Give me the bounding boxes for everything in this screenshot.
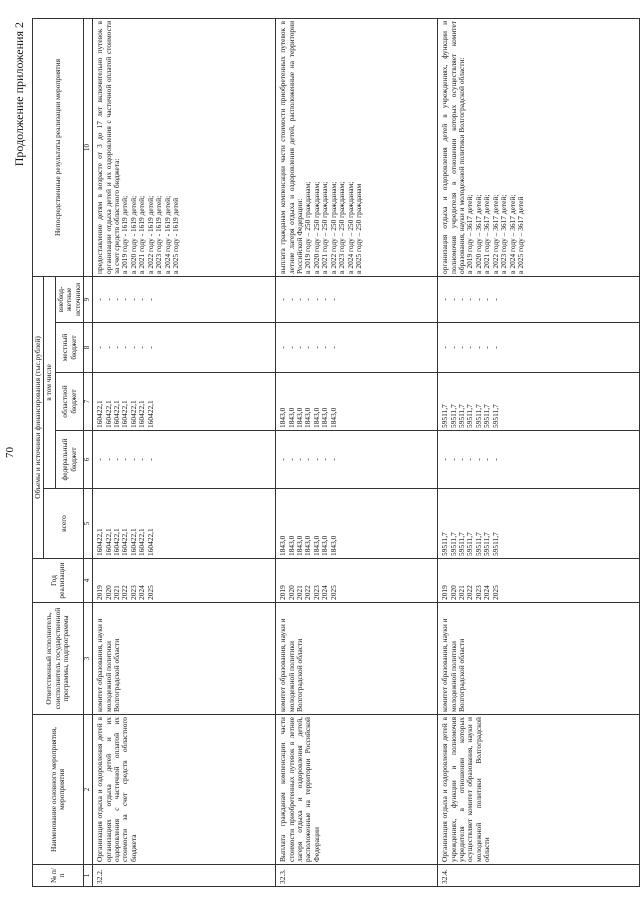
header-year: Год реализации [33,559,84,603]
federal-value: - [440,458,450,461]
row-number: 32.3. [276,865,438,887]
continuation-title: Продолжение приложения 2 [12,22,26,167]
federal-value-cell [276,431,438,489]
year: 2023 [128,585,138,600]
column-number: 3 [84,603,93,715]
extrabudget-value: - [286,298,296,301]
year: 2023 [311,585,321,600]
regional-value-cell [93,373,276,431]
federal-value: - [320,458,330,461]
total-value: 59511,7 [482,532,492,556]
local-value: - [482,346,492,349]
year-cell [93,559,276,603]
federal-value: - [137,458,147,461]
year: 2022 [120,585,130,600]
total-value-cell [276,489,438,559]
extrabudget-value: - [145,298,155,301]
result-intro: предоставление детям в возрасте от 3 до 17 лет включительно путевок в организации отдыха детей и их оздоровления с частичной оплатой стоимости за счет средств областного бюджета: [95,20,122,274]
header-financing: Объемы и источники финансирования (тыс.рублей) [33,276,44,558]
extrabudget-value: - [457,298,467,301]
result-line: в 2019 году – 250 гражданам; [303,181,313,274]
local-value: - [137,346,147,349]
total-value: 160422,1 [145,528,155,556]
regional-value-cell [438,373,640,431]
table-body [93,18,640,886]
local-value-cell [438,323,640,373]
executor: комитет образования, науки и молодежной политики Волгоградской области [438,603,640,715]
header-name: Наименование основного мероприятия, мероприятия [33,715,84,865]
federal-value: - [120,458,130,461]
regional-value: 59511,7 [457,404,467,428]
regional-value: 160422,1 [95,400,105,428]
extrabudget-value: - [103,298,113,301]
header-extrabudget: внебюд-жетные источники [55,276,83,322]
total-value: 160422,1 [137,528,147,556]
federal-value: - [95,458,105,461]
measure-name: Организация отдыха и оздоровления детей в организациях отдыха детей и их оздоровления с частичной оплатой их стоимости за счет средств областного бюджета [93,715,276,865]
regional-value: 160422,1 [112,400,122,428]
local-value: - [286,346,296,349]
local-value: - [103,346,113,349]
federal-value-cell [93,431,276,489]
extrabudget-value: - [120,298,130,301]
regional-value: 59511,7 [473,404,483,428]
header-local: местный бюджет [55,323,83,373]
result-line: в 2022 году - 1619 детей; [145,195,155,274]
column-number: 6 [84,431,93,489]
year: 2024 [482,585,492,600]
result-intro: выплата гражданам компенсации части стоимости приобретенных путевок в летние лагеря отдыха и оздоровления детей, расположенные на территории Российской Федерации: [278,20,305,274]
year: 2019 [440,585,450,600]
extrabudget-value: - [328,298,338,301]
local-value: - [120,346,130,349]
extrabudget-value-cell [93,276,276,322]
regional-value: 59511,7 [440,404,450,428]
federal-value: - [328,458,338,461]
total-value: 160422,1 [120,528,130,556]
result-line: в 2021 году – 250 гражданам; [320,181,330,274]
executor: комитет образования, науки и молодежной политики Волгоградской области [93,603,276,715]
total-value: 1843,0 [278,535,288,556]
regional-value: 59511,7 [482,404,492,428]
result-line: в 2020 году – 250 гражданам; [311,181,321,274]
year: 2024 [137,585,147,600]
measure-name: Организация отдыха и оздоровления детей в учреждениях, функции и полномочия учредителя в отношении которых осуществляет комитет образования, науки и молодежной политики Волгоградской области [438,715,640,865]
regional-value: 1843,0 [311,407,321,428]
result-line: в 2023 году – 3617 детей; [499,194,509,274]
result-line: в 2019 году - 1619 детей; [120,195,130,274]
year: 2020 [448,585,458,600]
extrabudget-value: - [320,298,330,301]
row-number: 32.4. [438,865,640,887]
regional-value: 1843,0 [328,407,338,428]
regional-value: 1843,0 [278,407,288,428]
row-number: 32.2. [93,865,276,887]
extrabudget-value: - [95,298,105,301]
column-number: 10 [84,18,93,276]
header-including: в том числе [44,276,55,488]
federal-value: - [473,458,483,461]
total-value: 1843,0 [311,535,321,556]
result-intro: организация отдыха и оздоровления детей в учреждениях, функции и полномочия учредителя в отношении которых осуществляет комитет образования, науки и молодежной политики Волгоградской области: [440,20,467,274]
year: 2021 [457,585,467,600]
program-table [32,18,640,887]
table-row [438,18,640,886]
local-value: - [278,346,288,349]
regional-value: 1843,0 [295,407,305,428]
extrabudget-value: - [490,298,500,301]
total-value: 59511,7 [490,532,500,556]
result-line: в 2020 году - 1619 детей; [128,195,138,274]
local-value: - [303,346,313,349]
table-row [93,18,276,886]
header-results: Непосредственные результаты реализации мероприятия [33,18,84,276]
federal-value: - [112,458,122,461]
header-regional: областной бюджет [55,373,83,431]
header-total: всего [44,489,84,559]
regional-value: 160422,1 [120,400,130,428]
year-cell [276,559,438,603]
local-value: - [448,346,458,349]
total-value-cell [438,489,640,559]
result-line: в 2019 году – 3617 детей; [465,194,475,274]
table-row [276,18,438,886]
column-number: 8 [84,323,93,373]
year: 2020 [103,585,113,600]
extrabudget-value-cell [438,276,640,322]
total-value: 160422,1 [112,528,122,556]
column-number: 5 [84,489,93,559]
result-line: в 2021 году – 3617 детей; [482,194,492,274]
federal-value: - [103,458,113,461]
federal-value: - [278,458,288,461]
total-value: 1843,0 [303,535,313,556]
local-value: - [457,346,467,349]
year: 2022 [303,585,313,600]
column-number: 4 [84,559,93,603]
local-value: - [465,346,475,349]
extrabudget-value: - [112,298,122,301]
column-number-row [84,18,93,886]
total-value: 59511,7 [457,532,467,556]
federal-value: - [128,458,138,461]
year: 2025 [490,585,500,600]
result-line: в 2023 году – 250 гражданам; [337,181,347,274]
page-number: 70 [4,447,16,458]
extrabudget-value: - [440,298,450,301]
local-value: - [145,346,155,349]
result-line: в 2024 году – 3617 детей; [507,194,517,274]
header-federal: федеральный бюджет [55,431,83,489]
year: 2021 [112,585,122,600]
column-number: 9 [84,276,93,322]
total-value: 59511,7 [465,532,475,556]
federal-value: - [145,458,155,461]
local-value: - [128,346,138,349]
extrabudget-value: - [303,298,313,301]
year: 2019 [278,585,288,600]
header-executor: Ответственный исполнитель, соисполнитель государственной программы, подпрограммы [33,603,84,715]
extrabudget-value: - [311,298,321,301]
local-value: - [490,346,500,349]
column-number: 1 [84,865,93,887]
result-line: в 2021 году - 1619 детей; [137,195,147,274]
extrabudget-value: - [137,298,147,301]
result-line: в 2025 году – 3617 детей [516,196,526,274]
year: 2020 [286,585,296,600]
result-cell [438,18,640,276]
federal-value: - [457,458,467,461]
result-line: в 2022 году – 250 гражданам; [328,181,338,274]
federal-value: - [311,458,321,461]
federal-value: - [490,458,500,461]
column-number: 7 [84,373,93,431]
result-cell [276,18,438,276]
regional-value: 160422,1 [128,400,138,428]
federal-value: - [303,458,313,461]
result-line: в 2024 году - 1619 детей; [162,195,172,274]
federal-value: - [295,458,305,461]
total-value: 1843,0 [328,535,338,556]
local-value-cell [93,323,276,373]
executor: комитет образования, науки и молодежной политики Волгоградской области [276,603,438,715]
regional-value: 59511,7 [465,404,475,428]
total-value: 160422,1 [128,528,138,556]
year: 2019 [95,585,105,600]
regional-value: 160422,1 [145,400,155,428]
result-line: в 2020 году – 3617 детей; [473,194,483,274]
regional-value: 59511,7 [448,404,458,428]
local-value: - [95,346,105,349]
extrabudget-value: - [448,298,458,301]
result-line: в 2024 году – 250 гражданам; [345,181,355,274]
local-value: - [328,346,338,349]
extrabudget-value: - [295,298,305,301]
regional-value-cell [276,373,438,431]
year-cell [438,559,640,603]
year: 2023 [473,585,483,600]
local-value-cell [276,323,438,373]
measure-name: Выплата гражданам компенсации части стоимости приобретенных путевок в летние лагеря отдыха и оздоровления детей, расположенные на территории Российской Федерации [276,715,438,865]
local-value: - [295,346,305,349]
year: 2022 [465,585,475,600]
year: 2025 [328,585,338,600]
year: 2021 [295,585,305,600]
federal-value: - [465,458,475,461]
result-line: в 2025 году - 1619 детей [171,197,181,274]
total-value: 160422,1 [103,528,113,556]
total-value-cell [93,489,276,559]
federal-value-cell [438,431,640,489]
local-value: - [112,346,122,349]
total-value: 1843,0 [320,535,330,556]
total-value: 59511,7 [448,532,458,556]
regional-value: 1843,0 [286,407,296,428]
extrabudget-value: - [465,298,475,301]
extrabudget-value: - [128,298,138,301]
local-value: - [311,346,321,349]
result-line: в 2023 году - 1619 детей; [154,195,164,274]
total-value: 1843,0 [286,535,296,556]
federal-value: - [448,458,458,461]
year: 2024 [320,585,330,600]
local-value: - [440,346,450,349]
header-num: № п/п [33,865,84,887]
extrabudget-value-cell [276,276,438,322]
total-value: 160422,1 [95,528,105,556]
extrabudget-value: - [278,298,288,301]
local-value: - [320,346,330,349]
result-cell [93,18,276,276]
result-line: в 2022 году – 3617 детей; [490,194,500,274]
total-value: 59511,7 [473,532,483,556]
local-value: - [473,346,483,349]
regional-value: 160422,1 [103,400,113,428]
result-line: в 2025 году – 250 гражданам [354,183,364,274]
year: 2025 [145,585,155,600]
extrabudget-value: - [473,298,483,301]
federal-value: - [482,458,492,461]
column-number: 2 [84,715,93,865]
regional-value: 1843,0 [320,407,330,428]
regional-value: 1843,0 [303,407,313,428]
extrabudget-value: - [482,298,492,301]
federal-value: - [286,458,296,461]
total-value: 1843,0 [295,535,305,556]
regional-value: 59511,7 [490,404,500,428]
regional-value: 160422,1 [137,400,147,428]
total-value: 59511,7 [440,532,450,556]
